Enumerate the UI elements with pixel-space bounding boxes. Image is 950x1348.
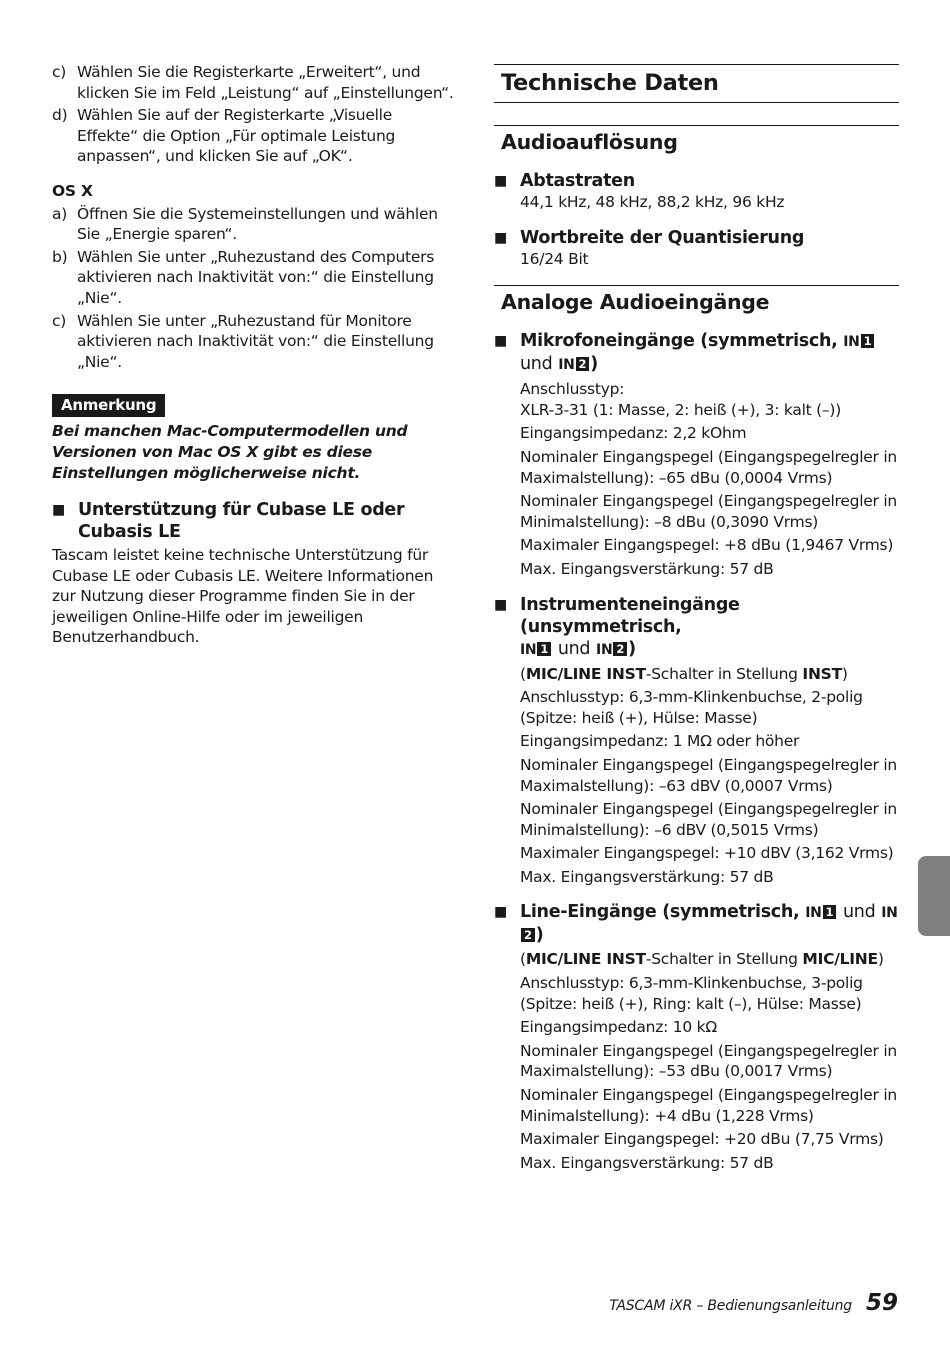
channel-1-icon: 1 bbox=[861, 334, 875, 348]
channel-1-icon: 1 bbox=[823, 905, 837, 919]
bullet-square-icon: ■ bbox=[494, 596, 507, 613]
note-text: Bei manchen Mac-Computermodellen und Versionen von Mac OS X gibt es diese Einstellungen möglicherweise nicht. bbox=[52, 422, 408, 482]
list-item: b) Wählen Sie unter „Ruhezustand des Computers aktivieren nach Inaktivität von:“ die Einstellung „Nie“. bbox=[52, 247, 435, 307]
inst-specs: (MIC/LINE INST-Schalter in Stellung INST) Anschlusstyp: 6,3-mm-Klinkenbuchse, 2-polig (Spitze: heiß (+), Hülse: Masse) Eingangsimpedanz: 1 MΩ oder höher Nominaler Eingangspegel (Eingangspegelregler in Maximalstellung): –63 dBV (0,0007 Vrms) Nominaler Eingangspegel (Eingangspegelregler in Minimalstellung): –6 dBV (0,5015 Vrms) Maximaler Eingangspegel: +10 dBV (3,162 Vrms) Max. Eingangsverstärkung: 57 dB bbox=[494, 664, 899, 888]
note-badge: Anmerkung bbox=[52, 394, 165, 417]
page-number: 59 bbox=[865, 1290, 898, 1316]
line-heading: ■ Line-Eingänge (symmetrisch, IN 1 und IN2 ) bbox=[494, 902, 898, 946]
list-item: a) Öffnen Sie die Systemeinstellungen und wählen Sie „Energie sparen“. bbox=[52, 204, 438, 244]
channel-2-icon: 2 bbox=[576, 357, 590, 371]
page-footer bbox=[609, 1290, 898, 1316]
chapter-side-tab bbox=[918, 856, 950, 936]
section-title: Technische Daten bbox=[494, 64, 899, 103]
list-item: c) Wählen Sie die Registerkarte „Erweitert“, und klicken Sie im Feld „Leistung“ auf „Einstellungen“. bbox=[52, 63, 454, 102]
bit-depth-heading: ■ Wortbreite der Quantisierung bbox=[494, 227, 805, 248]
sample-rates-heading: ■ Abtastraten bbox=[494, 171, 635, 191]
sample-rates-value: 44,1 kHz, 48 kHz, 88,2 kHz, 96 kHz bbox=[520, 193, 785, 211]
line-switch-line: (MIC/LINE INST-Schalter in Stellung MIC/LINE) bbox=[520, 950, 884, 969]
osx-heading: OS X bbox=[52, 181, 93, 200]
audio-heading: Audioauflösung bbox=[494, 125, 899, 154]
right-column bbox=[494, 64, 899, 1176]
bit-depth-value: 16/24 Bit bbox=[520, 249, 589, 268]
bullet-square-icon: ■ bbox=[494, 904, 507, 921]
cubase-text: Tascam leistet keine technische Unterstützung für Cubase LE oder Cubasis LE. Weitere Informationen zur Nutzung dieser Programme finden Sie in der jeweiligen Online-Hilfe oder im jeweiligen Benutzerhandbuch. bbox=[52, 546, 434, 647]
channel-1-icon: 1 bbox=[537, 642, 551, 656]
list-item: c) Wählen Sie unter „Ruhezustand für Monitore aktivieren nach Inaktivität von:“ die Einstellung „Nie“. bbox=[52, 311, 434, 371]
bullet-square-icon: ■ bbox=[494, 173, 507, 189]
cubase-heading: ■ Unterstützung für Cubase LE oder Cubasis LE bbox=[52, 500, 405, 543]
bullet-square-icon: ■ bbox=[52, 502, 65, 519]
line-specs: (MIC/LINE INST-Schalter in Stellung MIC/LINE) Anschlusstyp: 6,3-mm-Klinkenbuchse, 3-polig (Spitze: heiß (+), Ring: kalt (–), Hülse: Masse) Eingangsimpedanz: 10 kΩ Nominaler Eingangspegel (Eingangspegelregler in Maximalstellung): –53 dBu (0,0017 Vrms) Nominaler Eingangspegel (Eingangspegelregler in Minimalstellung): +4 dBu (1,228 Vrms) Maximaler Eingangspegel: +20 dBu (7,75 Vrms) Max. Eingangsverstärkung: 57 dB bbox=[494, 949, 899, 1173]
left-column bbox=[52, 62, 457, 648]
channel-2-icon: 2 bbox=[521, 928, 535, 942]
mic-heading: ■ Mikrofoneingänge (symmetrisch, IN 1 und IN 2 ) bbox=[494, 330, 899, 376]
analog-heading: Analoge Audioeingänge bbox=[494, 285, 899, 314]
bullet-square-icon: ■ bbox=[494, 229, 507, 246]
channel-2-icon: 2 bbox=[613, 642, 627, 656]
footer-text: TASCAM iXR – Bedienungsanleitung bbox=[609, 1298, 852, 1314]
list-item: d) Wählen Sie auf der Registerkarte „Visuelle Effekte“ die Option „Für optimale Leistung anpassen“, und klicken Sie auf „OK“. bbox=[52, 106, 396, 166]
inst-heading: ■ Instrumenteneingänge (unsymmetrisch, IN 1 und IN 2 ) bbox=[494, 594, 740, 659]
inst-switch-line: (MIC/LINE INST-Schalter in Stellung INST) bbox=[520, 664, 848, 683]
mic-specs: Anschlusstyp: XLR-3-31 (1: Masse, 2: heiß (+), 3: kalt (–)) Eingangsimpedanz: 2,2 kOhm Nominaler Eingangspegel (Eingangspegelregler in Maximalstellung): –65 dBu (0,0004 Vrms) Nominaler Eingangspegel (Eingangspegelregler in Minimalstellung): –8 dBu (0,3090 Vrms) Maximaler Eingangspegel: +8 dBu (1,9467 Vrms) Max. Eingangsverstärkung: 57 dB bbox=[520, 380, 897, 578]
bullet-square-icon: ■ bbox=[494, 333, 507, 350]
